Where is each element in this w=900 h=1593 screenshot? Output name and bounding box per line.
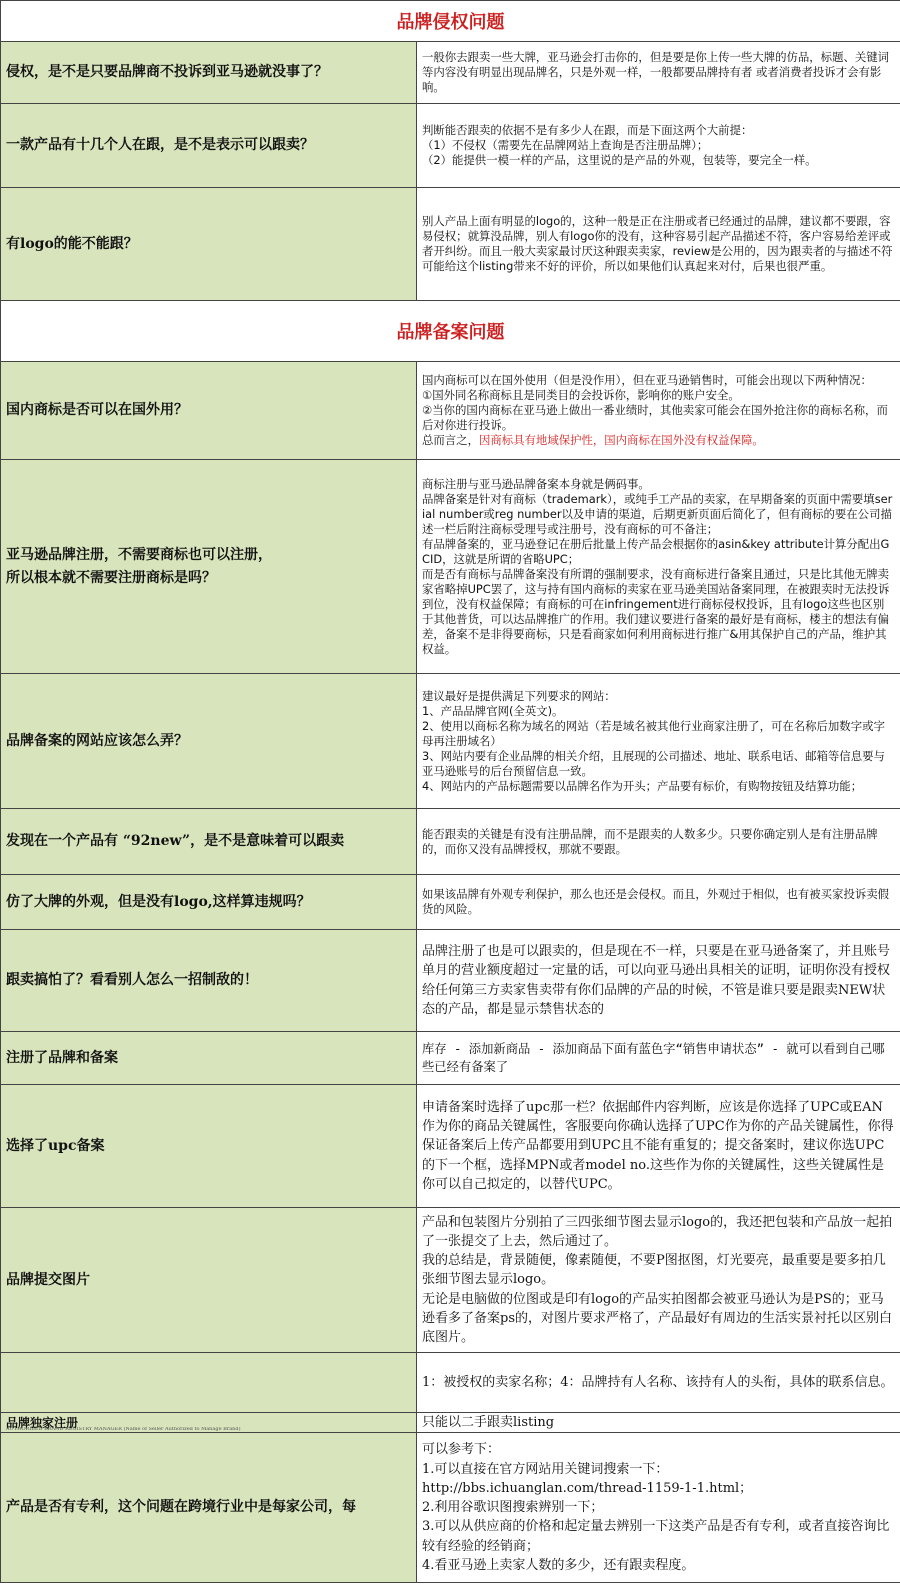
question-cell: 国内商标是否可以在国外用？ xyxy=(1,362,417,460)
question-cell: 发现在一个产品有 “92new”，是不是意味着可以跟卖 xyxy=(1,809,417,875)
answer-cell: 申请备案时选择了upc那一栏？依据邮件内容判断，应该是你选择了UPC或EAN作为你的商品关键属性，客服要向你确认选择了UPC作为你的产品关键属性，你得保证备案后上传产品都要用到UPC且不能有重复的；提交备案时，建议你选UPC的下一个框，选择MPN或者model no.这些作为你的关键属性，这些关键属性是你可以自己拟定的，以替代UPC。 xyxy=(417,1085,900,1208)
answer-cell: 1：被授权的卖家名称；4：品牌持有人名称、该持有人的头衔，具体的联系信息。 xyxy=(417,1353,900,1413)
answer-cell xyxy=(417,362,900,460)
question-cell-empty xyxy=(1,1353,417,1413)
answer-cell: 库存 - 添加新商品 - 添加商品下面有蓝色字“销售申请状态” - 就可以看到自己哪些已经有备案了 xyxy=(417,1032,900,1085)
question-cell: 品牌备案的网站应该怎么弄？ xyxy=(1,674,417,809)
answer-cell: 可以参考下： 1.可以直接在官方网站用关键词搜索一下： http://bbs.ichuanglan.com/thread-1159-1-1.html； 2.利用谷歌识图搜索辨别一下； 3.可以从供应商的价格和起定量去辨别一下这类产品是否有专利，或者直接咨询比较有经验的经销商； 4.看亚马逊上卖家人数的多少，还有跟卖程度。 xyxy=(417,1433,900,1583)
answer-cell: 能否跟卖的关键是有没有注册品牌，而不是跟卖的人数多少。只要你确定别人是有注册品牌的，而你又没有品牌授权，那就不要跟。 xyxy=(417,809,900,875)
question-text: 品牌独家注册 xyxy=(6,1416,79,1431)
question-cell: 品牌提交图片 xyxy=(1,1208,417,1353)
answer-cell: 品牌注册了也是可以跟卖的，但是现在不一样，只要是在亚马逊备案了，并且账号单月的营业额度超过一定量的话，可以向亚马逊出具相关的证明，证明你没有授权给任何第三方卖家售卖带有你们品牌的产品的时候，不管是谁只要是跟卖NEW状态的产品，都是显示禁售状态的 xyxy=(417,930,900,1032)
question-cell: 注册了品牌和备案 xyxy=(1,1032,417,1085)
answer-cell: 产品和包装图片分别拍了三四张细节图去显示logo的，我还把包装和产品放一起拍了一张提交了上去，然后通过了。 我的总结是，背景随便，像素随便，不要P图抠图，灯光要亮，最重要是要多拍几张细节图去显示logo。 无论是电脑做的位图或是印有logo的产品实拍图都会被亚马逊认为是PS的；亚马逊看多了备案ps的，对图片要求严格了，产品最好有周边的生活实景衬托以区别白底图片。 xyxy=(417,1208,900,1353)
answer-cell: 别人产品上面有明显的logo的，这种一般是正在注册或者已经通过的品牌，建议都不要跟，容易侵权；就算没品牌，别人有logo你的没有，这种容易引起产品描述不符，客户容易给差评或者开纠纷。而且一般大卖家最讨厌这种跟卖卖家，review是公用的，因为跟卖者的与描述不符可能给这个listing带来不好的评价，所以如果他们认真起来对付，后果也很严重。 xyxy=(417,188,900,301)
answer-cell: 商标注册与亚马逊品牌备案本身就是俩码事。 品牌备案是针对有商标（trademark），或纯手工产品的卖家，在早期备案的页面中需要填serial number或reg number以及申请的渠道，后期更新页面后简化了，但有商标的要在公司描述一栏后附注商标受理号或注册号，没有商标的可不备注； 有品牌备案的，亚马逊登记在册后批量上传产品会根据你的asin&key attribute计算分配出GCID，这就是所谓的省略UPC； 而是否有商标与品牌备案没有所谓的强制要求，没有商标进行备案且通过，只是比其他无牌卖家省略掉UPC罢了，这与持有国内商标的卖家在亚马逊美国站备案同理，在被跟卖时无法投诉到位，没有权益保障；有商标的可在infringement进行商标侵权投诉，且有logo这些也区别于其他普货，可以达品牌推广的作用。我们建议要进行备案的最好是有商标，楼主的想法有偏差，备案不是非得要商标，只是看商家如何利用商标进行推广&用其保护自己的产品，维护其权益。 xyxy=(417,460,900,674)
question-cell: 跟卖搞怕了？看看别人怎么一招制敌的！ xyxy=(1,930,417,1032)
section-title-infringement: 品牌侵权问题 xyxy=(1,1,900,42)
question-cell: 有logo的能不能跟？ xyxy=(1,188,417,301)
section-title-registry: 品牌备案问题 xyxy=(1,301,900,362)
question-cell: 仿了大牌的外观，但是没有logo,这样算违规吗？ xyxy=(1,875,417,930)
answer-cell: 如果该品牌有外观专利保护，那么也还是会侵权。而且，外观过于相似，也有被买家投诉卖假货的风险。 xyxy=(417,875,900,930)
question-cell: 一款产品有十几个人在跟，是不是表示可以跟卖？ xyxy=(1,104,417,188)
question-cell: 亚马逊品牌注册，不需要商标也可以注册， 所以根本就不需要注册商标是吗？ xyxy=(1,460,417,674)
answer-cell: 只能以二手跟卖listing xyxy=(417,1413,900,1433)
answer-cell: 一般你去跟卖一些大牌，亚马逊会打击你的，但是要是你上传一些大牌的仿品，标题、关键词等内容没有明显出现品牌名，只是外观一样，一般都要品牌持有者 或者消费者投诉才会有影响。 xyxy=(417,42,900,104)
question-cell-cut xyxy=(1,1413,417,1433)
answer-cell: 判断能否跟卖的依据不是有多少人在跟，而是下面这两个大前提： （1）不侵权（需要先在品牌网站上查询是否注册品牌）； （2）能提供一模一样的产品，这里说的是产品的外观，包装等，要完全一样。 xyxy=(417,104,900,188)
answer-text: 国内商标可以在国外使用（但是没作用），但在亚马逊销售时，可能会出现以下两种情况： ①国外同名称商标且是同类目的会投诉你，影响你的账户安全。 ②当你的国内商标在亚马逊上做出一番业绩时，其他卖家可能会在国外抢注你的商标名称，而后对你进行投诉。 总而言之， xyxy=(422,373,888,447)
question-cell: 侵权，是不是只要品牌商不投诉到亚马逊就没事了？ xyxy=(1,42,417,104)
form-caption: AUTHORIZED BRAND REGISTRY MANAGER (Name of Seller Authorized to Manage Brand) xyxy=(6,1427,241,1433)
answer-cell: 建议最好是提供满足下列要求的网站： 1、产品品牌官网(全英文)。 2、使用以商标名称为域名的网站（若是域名被其他行业商家注册了，可在名称后加数字或字母再注册域名） 3、网站内要有企业品牌的相关介绍，且展现的公司描述、地址、联系电话、邮箱等信息要与亚马逊账号的后台预留信息一致。 4、网站内的产品标题需要以品牌名作为开头；产品要有标价，有购物按钮及结算功能； xyxy=(417,674,900,809)
question-cell: 产品是否有专利，这个问题在跨境行业中是每家公司，每 xyxy=(1,1433,417,1583)
answer-highlight: 因商标具有地域保护性，国内商标在国外没有权益保障。 xyxy=(478,433,764,447)
question-cell: 选择了upc备案 xyxy=(1,1085,417,1208)
